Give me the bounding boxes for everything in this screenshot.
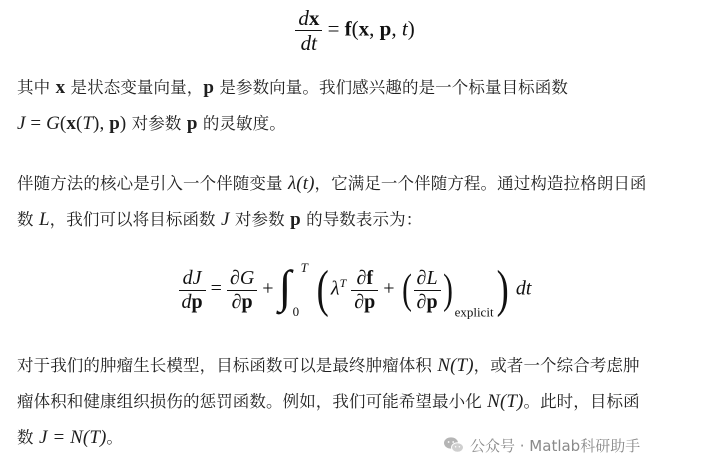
equation-state [0,6,710,55]
g-fraction: $\frac{\partial G}{\partial p}$ [227,267,257,314]
f-fraction: $\frac{\partial f}{\partial p}$ [351,267,378,314]
paragraph-tumor-model: 对于我们的肿瘤生长模型，目标函数可以是最终肿瘤体积 N(T)，或者一个综合考虑肿 瘤体积和健康组织损伤的惩罚函数。例如，我们可能希望最小化 N(T)。此时，目标函 数 J = N(T)。 [17,355,640,448]
lhs-fraction: $\frac{dJ}{dp}$ [179,267,206,314]
watermark [443,432,703,458]
paragraph-objective: 其中 x 是状态变量向量，p 是参数向量。我们感兴趣的是一个标量目标函数 J = G(x(T), p) 对参数 p 的灵敏度。 [17,77,568,134]
derivative-fraction: $\frac{dx}{dt}$ [295,6,322,55]
wechat-icon [443,436,465,454]
equation-sensitivity: $\frac{dJ}{dp}$ = $\frac{\partial G}{\partial p}$ + ∫ T 0 ( $\lambda^T$ $\frac{\partial f}{\partial p}$ + ( $\frac{\partial L}{\partial p}$ ) $_{explicit}$) dt [0,262,710,321]
integral-sign: ∫ T 0 [278,260,308,319]
watermark-text: 公众号 · Matlab科研助手 [470,436,641,455]
objective-formula: J = G(x(T), p) [17,113,127,134]
l-fraction: $\frac{\partial L}{\partial p}$ [414,267,441,314]
equation-rhs: = f(x, p, t) [327,16,415,41]
paragraph-adjoint: 伴随方法的核心是引入一个伴随变量 λ(t)，它满足一个伴随方程。通过构造拉格朗日函 数 L，我们可以将目标函数 J 对参数 p 的导数表示为： [17,173,647,230]
